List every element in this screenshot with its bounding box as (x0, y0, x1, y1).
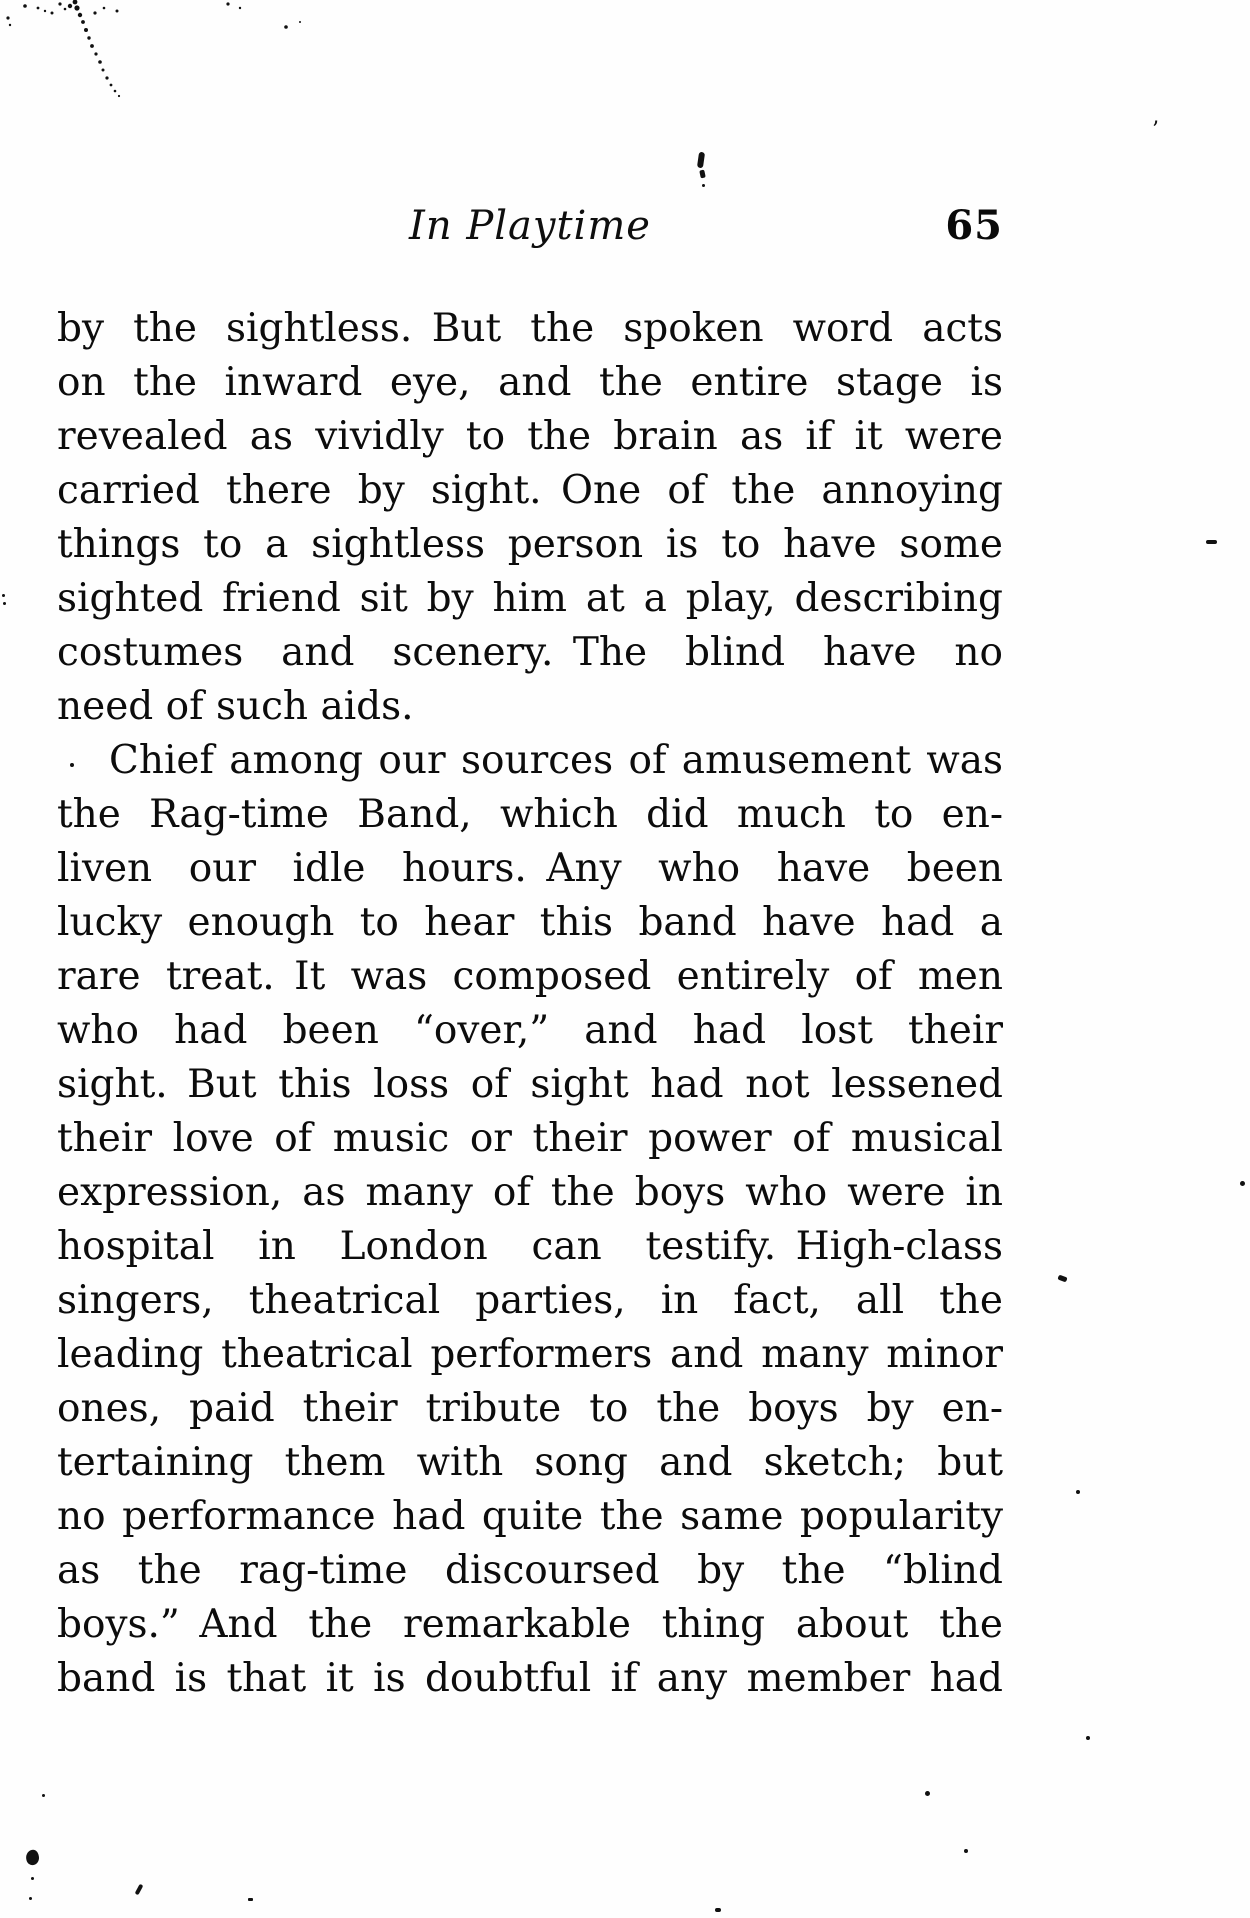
text-line: the Rag-time Band, which did much to en- (57, 792, 1003, 837)
text-line: singers, theatrical parties, in fact, all the (57, 1278, 1003, 1323)
text-line: things to a sightless person is to have some (57, 522, 1003, 567)
ink-speck (3, 602, 6, 605)
text-line: hospital in London can testify. High-class (57, 1224, 1003, 1269)
text-line: tertaining them with song and sketch; but (57, 1440, 1003, 1485)
ink-speck (1240, 1181, 1245, 1186)
text-line: their love of music or their power of musical (57, 1116, 1003, 1161)
ink-speck (1057, 1275, 1067, 1283)
ink-speck (248, 1898, 253, 1901)
text-line: liven our idle hours. Any who have been (57, 846, 1003, 891)
ink-speck (715, 1908, 721, 1912)
text-line: rare treat. It was composed entirely of men (57, 954, 1003, 999)
ink-speck: ’ (1152, 118, 1159, 143)
page-number: 65 (945, 202, 1003, 249)
text-line: sighted friend sit by him at a play, describing (57, 576, 1003, 621)
ink-speck (702, 184, 705, 187)
ink-speck (2, 594, 5, 597)
ink-speck (964, 1849, 968, 1853)
text-line: lucky enough to hear this band have had a (57, 900, 1003, 945)
text-line: on the inward eye, and the entire stage is (57, 360, 1003, 405)
text-line: leading theatrical performers and many minor (57, 1332, 1003, 1377)
text-line: no performance had quite the same popularity (57, 1494, 1003, 1539)
ink-speck (699, 170, 706, 179)
ink-speck (135, 1884, 144, 1896)
text-line: costumes and scenery. The blind have no (57, 630, 1003, 675)
ink-speck (42, 1794, 45, 1797)
ink-speck (1206, 540, 1217, 544)
text-line: boys.” And the remarkable thing about the (57, 1602, 1003, 1647)
text-line: as the rag-time discoursed by the “blind (57, 1548, 1003, 1593)
text-line: by the sightless. But the spoken word acts (57, 306, 1003, 351)
scan-streak-artifact (0, 0, 360, 120)
ink-speck (1076, 1490, 1080, 1494)
text-line: expression, as many of the boys who were in (57, 1170, 1003, 1215)
ink-speck (1086, 1736, 1090, 1740)
text-line: need of such aids. (57, 684, 414, 729)
text-line: revealed as vividly to the brain as if it were (57, 414, 1003, 459)
ink-blob (24, 1849, 40, 1867)
text-line: band is that it is doubtful if any member had (57, 1656, 1003, 1701)
chapter-title: In Playtime (409, 203, 651, 249)
text-line: who had been “over,” and had lost their (57, 1008, 1003, 1053)
ink-speck (697, 152, 705, 169)
running-header (57, 203, 1003, 253)
text-line: sight. But this loss of sight had not lessened (57, 1062, 1003, 1107)
ink-speck (31, 1877, 34, 1880)
ink-speck (925, 1791, 930, 1796)
text-line: carried there by sight. One of the annoying (57, 468, 1003, 513)
ink-speck (29, 1897, 32, 1900)
text-line: Chief among our sources of amusement was (109, 738, 1003, 783)
text-line: ones, paid their tribute to the boys by en- (57, 1386, 1003, 1431)
body-lines (57, 302, 1003, 1706)
